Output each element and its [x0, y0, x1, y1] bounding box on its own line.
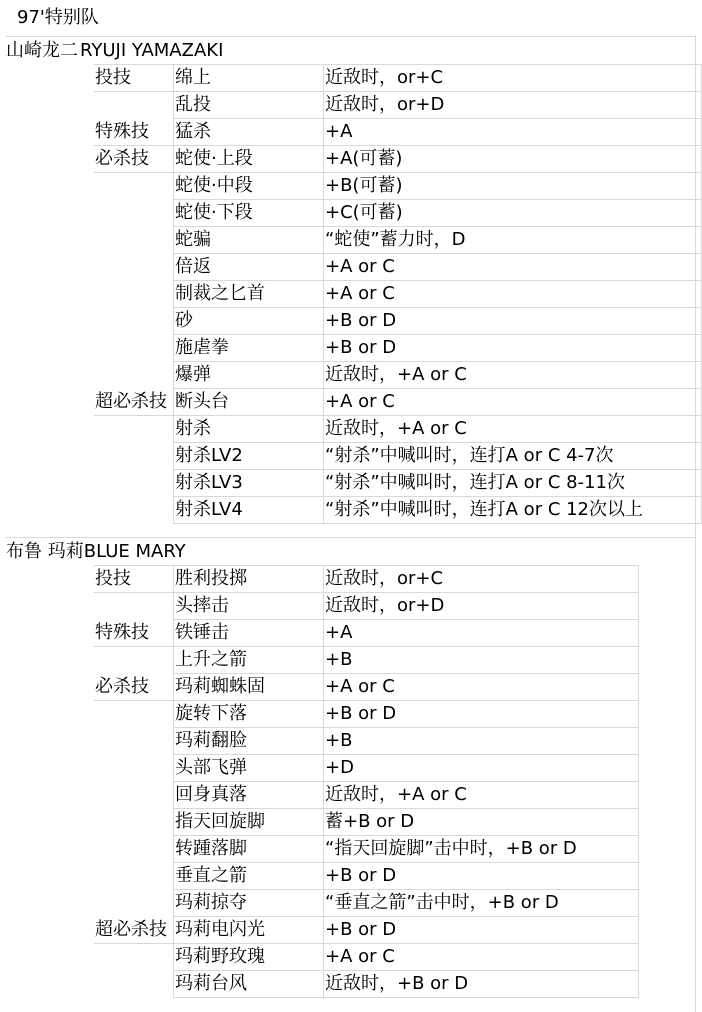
- move-input: 蓄+B or D: [324, 809, 639, 836]
- move-name: 倍返: [174, 254, 324, 281]
- move-input: +B or D: [324, 917, 639, 944]
- move-row: [94, 863, 639, 890]
- move-category: [94, 944, 174, 971]
- move-name: 断头台: [174, 389, 324, 416]
- move-input: 近敌时，+A or C: [324, 362, 702, 389]
- move-input: “射杀”中喊叫时，连打A or C 4-7次: [324, 443, 702, 470]
- character-block-blue-mary: [6, 537, 696, 1012]
- move-category: [94, 470, 174, 497]
- character-name-cn: 山崎龙二: [6, 40, 78, 61]
- move-name: 射杀LV2: [174, 443, 324, 470]
- move-category: [94, 308, 174, 335]
- move-name: 玛莉台风: [174, 971, 324, 998]
- page-title: 97'特别队: [17, 7, 99, 28]
- move-category: [94, 443, 174, 470]
- move-input: “射杀”中喊叫时，连打A or C 12次以上: [324, 497, 702, 524]
- move-name: 回身真落: [174, 782, 324, 809]
- move-name: 砂: [174, 308, 324, 335]
- move-input: 近敌时，or+D: [324, 593, 639, 620]
- move-category: 超必杀技: [94, 917, 174, 944]
- move-row: [94, 470, 702, 497]
- move-name: 玛莉蜘蛛固: [174, 674, 324, 701]
- move-name: 蛇骗: [174, 227, 324, 254]
- move-input: “指天回旋脚”击中时，+B or D: [324, 836, 639, 863]
- move-category: [94, 593, 174, 620]
- move-row: [94, 593, 639, 620]
- move-name: 转踵落脚: [174, 836, 324, 863]
- move-name: 玛莉翻脸: [174, 728, 324, 755]
- move-input: +A or C: [324, 389, 702, 416]
- move-row: [94, 200, 702, 227]
- move-input: +D: [324, 755, 639, 782]
- character-name: [6, 538, 186, 565]
- move-category: [94, 200, 174, 227]
- move-input: +A: [324, 620, 639, 647]
- move-input: 近敌时，+A or C: [324, 416, 702, 443]
- move-row: [94, 227, 702, 254]
- move-input: +B or D: [324, 335, 702, 362]
- move-row: [94, 281, 702, 308]
- move-name: 头部飞弹: [174, 755, 324, 782]
- move-category: [94, 416, 174, 443]
- move-category: [94, 254, 174, 281]
- move-input: 近敌时，or+C: [324, 65, 702, 92]
- move-row: [94, 254, 702, 281]
- move-name: 施虐拳: [174, 335, 324, 362]
- move-row: [94, 362, 702, 389]
- move-input: 近敌时，or+D: [324, 92, 702, 119]
- move-name: 射杀: [174, 416, 324, 443]
- move-category: [94, 836, 174, 863]
- move-input: +B or D: [324, 701, 639, 728]
- move-input: +A or C: [324, 674, 639, 701]
- move-row: [94, 416, 702, 443]
- move-category: [94, 971, 174, 998]
- move-input: +A(可蓄): [324, 146, 702, 173]
- move-name: 射杀LV4: [174, 497, 324, 524]
- move-category: 必杀技: [94, 146, 174, 173]
- move-category: [94, 173, 174, 200]
- move-name: 铁锤击: [174, 620, 324, 647]
- move-input: +B or D: [324, 308, 702, 335]
- move-category: 特殊技: [94, 119, 174, 146]
- move-row: [94, 728, 639, 755]
- move-input: +A or C: [324, 281, 702, 308]
- move-input: “射杀”中喊叫时，连打A or C 8-11次: [324, 470, 702, 497]
- move-row: [94, 890, 639, 917]
- move-name: 玛莉掠夺: [174, 890, 324, 917]
- move-category: [94, 227, 174, 254]
- move-name: 绵上: [174, 65, 324, 92]
- move-category: [94, 728, 174, 755]
- move-category: [94, 863, 174, 890]
- move-input: 近敌时，+A or C: [324, 782, 639, 809]
- move-row: [94, 944, 639, 971]
- move-name: 蛇使·上段: [174, 146, 324, 173]
- move-input: 近敌时，+B or D: [324, 971, 639, 998]
- move-name: 蛇使·下段: [174, 200, 324, 227]
- move-name: 垂直之箭: [174, 863, 324, 890]
- move-input: +B(可蓄): [324, 173, 702, 200]
- move-name: 上升之箭: [174, 647, 324, 674]
- move-category: [94, 362, 174, 389]
- move-name: 射杀LV3: [174, 470, 324, 497]
- move-row: [94, 497, 702, 524]
- move-row: [94, 389, 702, 416]
- move-row: [94, 647, 639, 674]
- move-row: [94, 92, 702, 119]
- move-row: [94, 674, 639, 701]
- move-category: [94, 647, 174, 674]
- move-input: +A: [324, 119, 702, 146]
- move-input: “蛇使”蓄力时，D: [324, 227, 702, 254]
- character-block-yamazaki: [6, 36, 696, 538]
- move-name: 制裁之匕首: [174, 281, 324, 308]
- move-category: 必杀技: [94, 674, 174, 701]
- move-name: 猛杀: [174, 119, 324, 146]
- move-name: 头摔击: [174, 593, 324, 620]
- move-row: [94, 755, 639, 782]
- move-row: [94, 620, 639, 647]
- move-category: [94, 335, 174, 362]
- move-name: 乱投: [174, 92, 324, 119]
- character-name-en: RYUJI YAMAZAKI: [80, 40, 224, 61]
- move-input: +B or D: [324, 863, 639, 890]
- move-input: +B: [324, 728, 639, 755]
- move-name: 胜利投掷: [174, 566, 324, 593]
- move-row: [94, 335, 702, 362]
- move-name: 蛇使·中段: [174, 173, 324, 200]
- move-input: +C(可蓄): [324, 200, 702, 227]
- move-name: 指天回旋脚: [174, 809, 324, 836]
- move-row: [94, 308, 702, 335]
- move-row: [94, 971, 639, 998]
- character-name: [6, 37, 223, 64]
- move-category: [94, 281, 174, 308]
- move-category: [94, 701, 174, 728]
- move-input: +A or C: [324, 254, 702, 281]
- move-row: [94, 809, 639, 836]
- move-category: [94, 755, 174, 782]
- move-category: 超必杀技: [94, 389, 174, 416]
- move-input: +B: [324, 647, 639, 674]
- move-row: [94, 146, 702, 173]
- move-category: 特殊技: [94, 620, 174, 647]
- move-row: [94, 65, 702, 92]
- move-name: 玛莉电闪光: [174, 917, 324, 944]
- move-name: 旋转下落: [174, 701, 324, 728]
- move-row: [94, 173, 702, 200]
- character-name-en: BLUE MARY: [83, 541, 186, 562]
- move-category: [94, 890, 174, 917]
- move-table: [94, 565, 639, 998]
- move-row: [94, 836, 639, 863]
- move-name: 爆弹: [174, 362, 324, 389]
- move-category: [94, 809, 174, 836]
- move-table: [94, 64, 702, 524]
- move-row: [94, 917, 639, 944]
- move-row: [94, 782, 639, 809]
- move-row: [94, 443, 702, 470]
- move-input: 近敌时，or+C: [324, 566, 639, 593]
- move-category: [94, 497, 174, 524]
- move-row: [94, 119, 702, 146]
- move-category: [94, 782, 174, 809]
- move-category: 投技: [94, 566, 174, 593]
- block-border: [695, 538, 696, 1012]
- move-category: [94, 92, 174, 119]
- move-row: [94, 701, 639, 728]
- move-input: “垂直之箭”击中时，+B or D: [324, 890, 639, 917]
- move-row: [94, 566, 639, 593]
- character-name-cn: 布鲁 玛莉: [6, 541, 84, 562]
- move-input: +A or C: [324, 944, 639, 971]
- move-name: 玛莉野玫瑰: [174, 944, 324, 971]
- move-category: 投技: [94, 65, 174, 92]
